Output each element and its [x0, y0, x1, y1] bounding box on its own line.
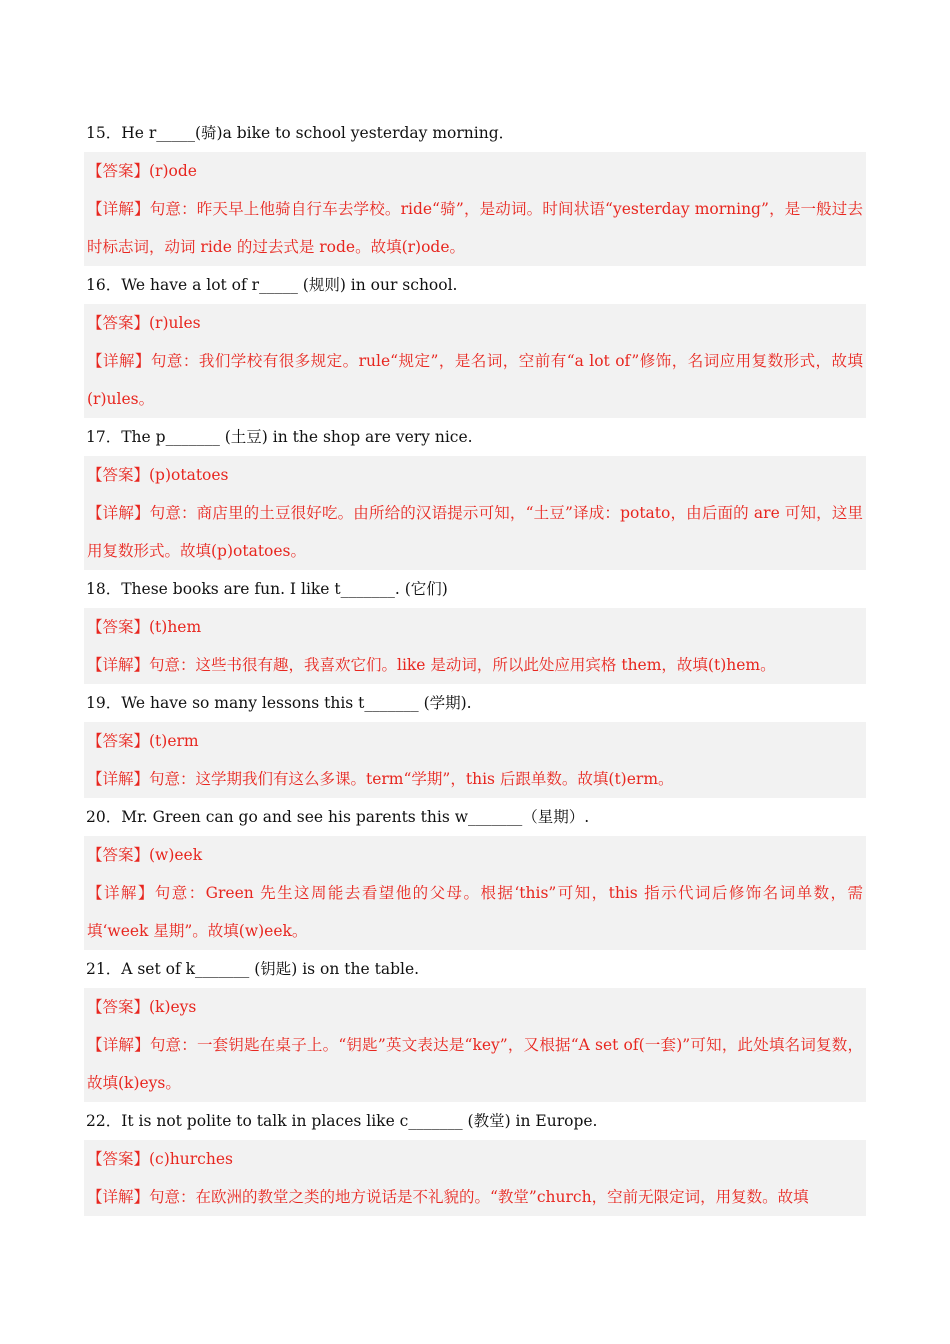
- exercise-item-18: [84, 570, 866, 684]
- exercise-item-19: [84, 684, 866, 798]
- answer-text: 【答案】(w)eek: [87, 846, 203, 864]
- question-text: 16．We have a lot of r_____ (规则) in our school.: [86, 276, 458, 294]
- answer-text: 【答案】(p)otatoes: [87, 466, 229, 484]
- explanation-text: 【详解】句意：一套钥匙在桌子上。“钥匙”英文表达是“key”，又根据“A set of(一套)”可知，此处填名词复数，故填(k)eys。: [87, 1036, 863, 1092]
- answer-block: [84, 836, 866, 950]
- answer-text: 【答案】(r)ules: [87, 314, 201, 332]
- answer-block: [84, 722, 866, 798]
- exercise-item-16: [84, 266, 866, 418]
- answer-text: 【答案】(t)erm: [87, 732, 199, 750]
- explanation-text: 【详解】句意：商店里的土豆很好吃。由所给的汉语提示可知，“土豆”译成：potato，由后面的 are 可知，这里用复数形式。故填(p)otatoes。: [87, 504, 863, 560]
- question-text: 21．A set of k_______ (钥匙) is on the table.: [86, 960, 420, 978]
- answer-block: [84, 1140, 866, 1216]
- exercise-item-15: [84, 114, 866, 266]
- explanation-text: 【详解】句意：我们学校有很多规定。rule“规定”，是名词，空前有“a lot of”修饰，名词应用复数形式，故填(r)ules。: [87, 352, 863, 408]
- answer-text: 【答案】(c)hurches: [87, 1150, 233, 1168]
- answer-block: [84, 304, 866, 418]
- exercise-page: [84, 114, 866, 1216]
- exercise-item-20: [84, 798, 866, 950]
- explanation-text: 【详解】句意：在欧洲的教堂之类的地方说话是不礼貌的。“教堂”church，空前无限定词，用复数。故填: [87, 1188, 809, 1206]
- question-text: 22．It is not polite to talk in places like c_______ (教堂) in Europe.: [86, 1112, 598, 1130]
- explanation-text: 【详解】句意：这学期我们有这么多课。term“学期”，this 后跟单数。故填(t)erm。: [87, 770, 674, 788]
- explanation-text: 【详解】句意：昨天早上他骑自行车去学校。ride“骑”，是动词。时间状语“yesterday morning”，是一般过去时标志词，动词 ride 的过去式是 rode。故填(r)ode。: [87, 200, 863, 256]
- explanation-text: 【详解】句意：这些书很有趣，我喜欢它们。like 是动词，所以此处应用宾格 them，故填(t)hem。: [87, 656, 776, 674]
- answer-block: [84, 456, 866, 570]
- answer-block: [84, 152, 866, 266]
- answer-block: [84, 988, 866, 1102]
- question-text: 19．We have so many lessons this t_______ (学期).: [86, 694, 472, 712]
- explanation-text: 【详解】句意：Green 先生这周能去看望他的父母。根据‘this”可知，this 指示代词后修饰名词单数，需填‘week 星期”。故填(w)eek。: [87, 884, 863, 940]
- question-text: 17．The p_______ (土豆) in the shop are very nice.: [86, 428, 473, 446]
- exercise-item-21: [84, 950, 866, 1102]
- answer-text: 【答案】(t)hem: [87, 618, 202, 636]
- question-text: 20．Mr. Green can go and see his parents this w_______（星期）.: [86, 808, 590, 826]
- answer-text: 【答案】(k)eys: [87, 998, 197, 1016]
- question-text: 18．These books are fun. I like t_______. (它们): [86, 580, 448, 598]
- exercise-item-22: [84, 1102, 866, 1216]
- question-text: 15．He r_____(骑)a bike to school yesterday morning．: [86, 124, 515, 142]
- answer-block: [84, 608, 866, 684]
- exercise-item-17: [84, 418, 866, 570]
- answer-text: 【答案】(r)ode: [87, 162, 197, 180]
